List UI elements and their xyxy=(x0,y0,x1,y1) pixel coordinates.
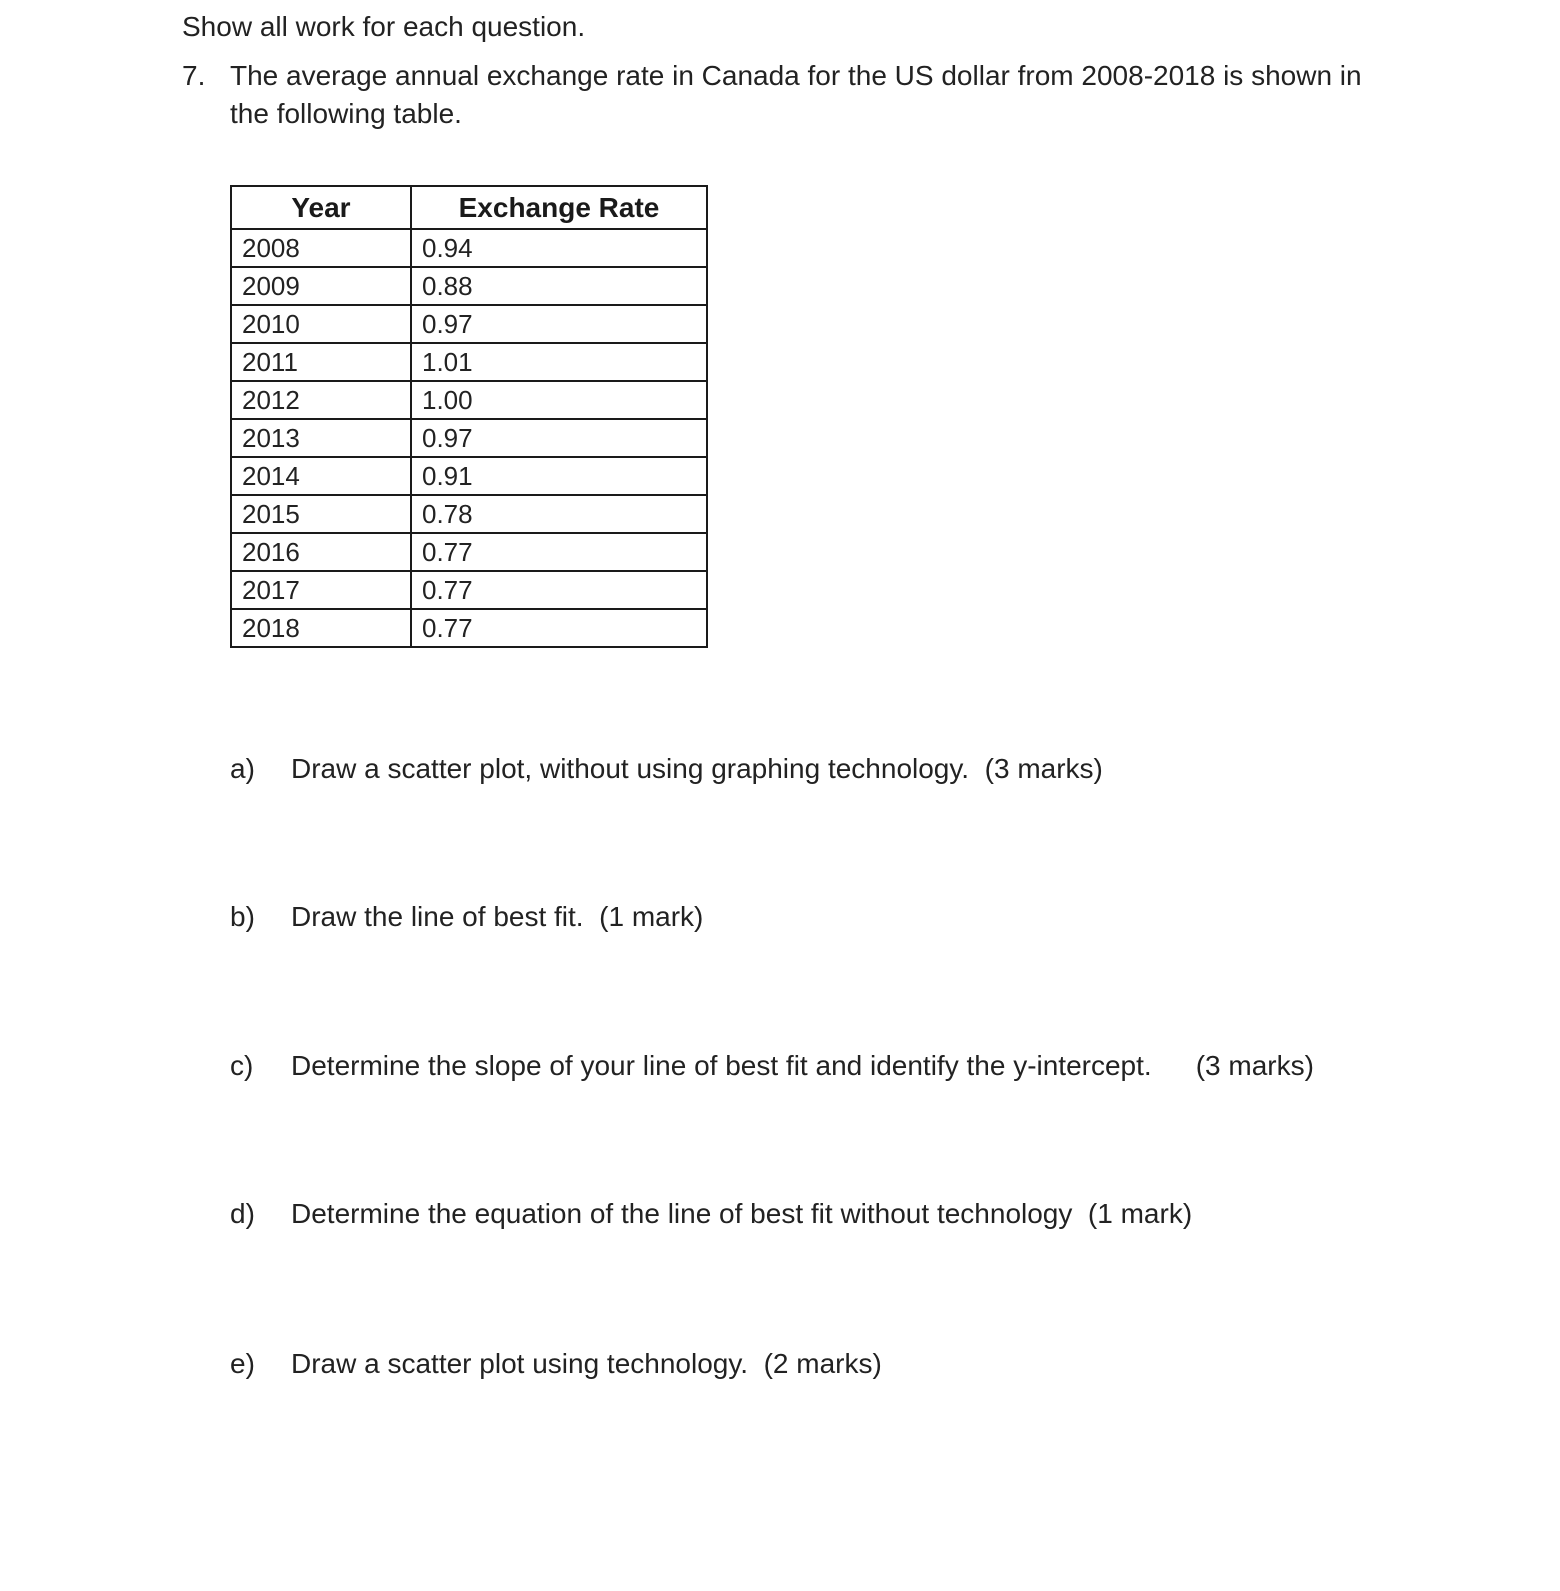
part-b-label: b) xyxy=(230,901,255,932)
part-d xyxy=(230,1195,1192,1233)
rate-cell: 0.77 xyxy=(411,571,707,609)
table-row xyxy=(231,533,707,571)
exchange-rate-table xyxy=(230,185,708,648)
part-e-label: e) xyxy=(230,1348,255,1379)
part-b-text: Draw the line of best fit. (1 mark) xyxy=(291,901,704,932)
question-number: 7. xyxy=(182,60,206,91)
year-cell: 2016 xyxy=(231,533,411,571)
part-d-label: d) xyxy=(230,1198,255,1229)
question-7 xyxy=(182,57,1382,133)
table-row xyxy=(231,457,707,495)
table-row xyxy=(231,305,707,343)
header-year: Year xyxy=(231,186,411,229)
rate-cell: 0.77 xyxy=(411,533,707,571)
year-cell: 2014 xyxy=(231,457,411,495)
year-cell: 2017 xyxy=(231,571,411,609)
rate-cell: 1.01 xyxy=(411,343,707,381)
table-row xyxy=(231,571,707,609)
table-row xyxy=(231,609,707,647)
table-row xyxy=(231,495,707,533)
rate-cell: 0.91 xyxy=(411,457,707,495)
rate-cell: 0.88 xyxy=(411,267,707,305)
part-e xyxy=(230,1345,882,1383)
rate-cell: 1.00 xyxy=(411,381,707,419)
rate-cell: 0.97 xyxy=(411,419,707,457)
part-d-text: Determine the equation of the line of best fit without technology (1 mark) xyxy=(291,1198,1193,1229)
part-c-label: c) xyxy=(230,1050,254,1081)
table-row xyxy=(231,419,707,457)
year-cell: 2011 xyxy=(231,343,411,381)
table-header-row xyxy=(231,186,707,229)
part-a xyxy=(230,750,1103,788)
year-cell: 2010 xyxy=(231,305,411,343)
year-cell: 2009 xyxy=(231,267,411,305)
rate-cell: 0.77 xyxy=(411,609,707,647)
part-c xyxy=(230,1047,1314,1085)
rate-cell: 0.94 xyxy=(411,229,707,267)
part-e-text: Draw a scatter plot using technology. (2 marks) xyxy=(291,1348,882,1379)
header-exchange-rate: Exchange Rate xyxy=(411,186,707,229)
year-cell: 2012 xyxy=(231,381,411,419)
year-cell: 2015 xyxy=(231,495,411,533)
table-row xyxy=(231,229,707,267)
part-a-text: Draw a scatter plot, without using graphing technology. (3 marks) xyxy=(291,753,1103,784)
table-row xyxy=(231,381,707,419)
part-c-text: Determine the slope of your line of best fit and identify the y-intercept. xyxy=(291,1050,1152,1081)
question-text: The average annual exchange rate in Canada for the US dollar from 2008-2018 is shown in the following table. xyxy=(230,60,1362,129)
year-cell: 2013 xyxy=(231,419,411,457)
part-a-label: a) xyxy=(230,753,255,784)
table-row xyxy=(231,267,707,305)
rate-cell: 0.97 xyxy=(411,305,707,343)
instruction-text: Show all work for each question. xyxy=(182,11,586,42)
part-c-marks: (3 marks) xyxy=(1195,1050,1314,1081)
part-b xyxy=(230,898,703,936)
year-cell: 2018 xyxy=(231,609,411,647)
table-row xyxy=(231,343,707,381)
rate-cell: 0.78 xyxy=(411,495,707,533)
year-cell: 2008 xyxy=(231,229,411,267)
